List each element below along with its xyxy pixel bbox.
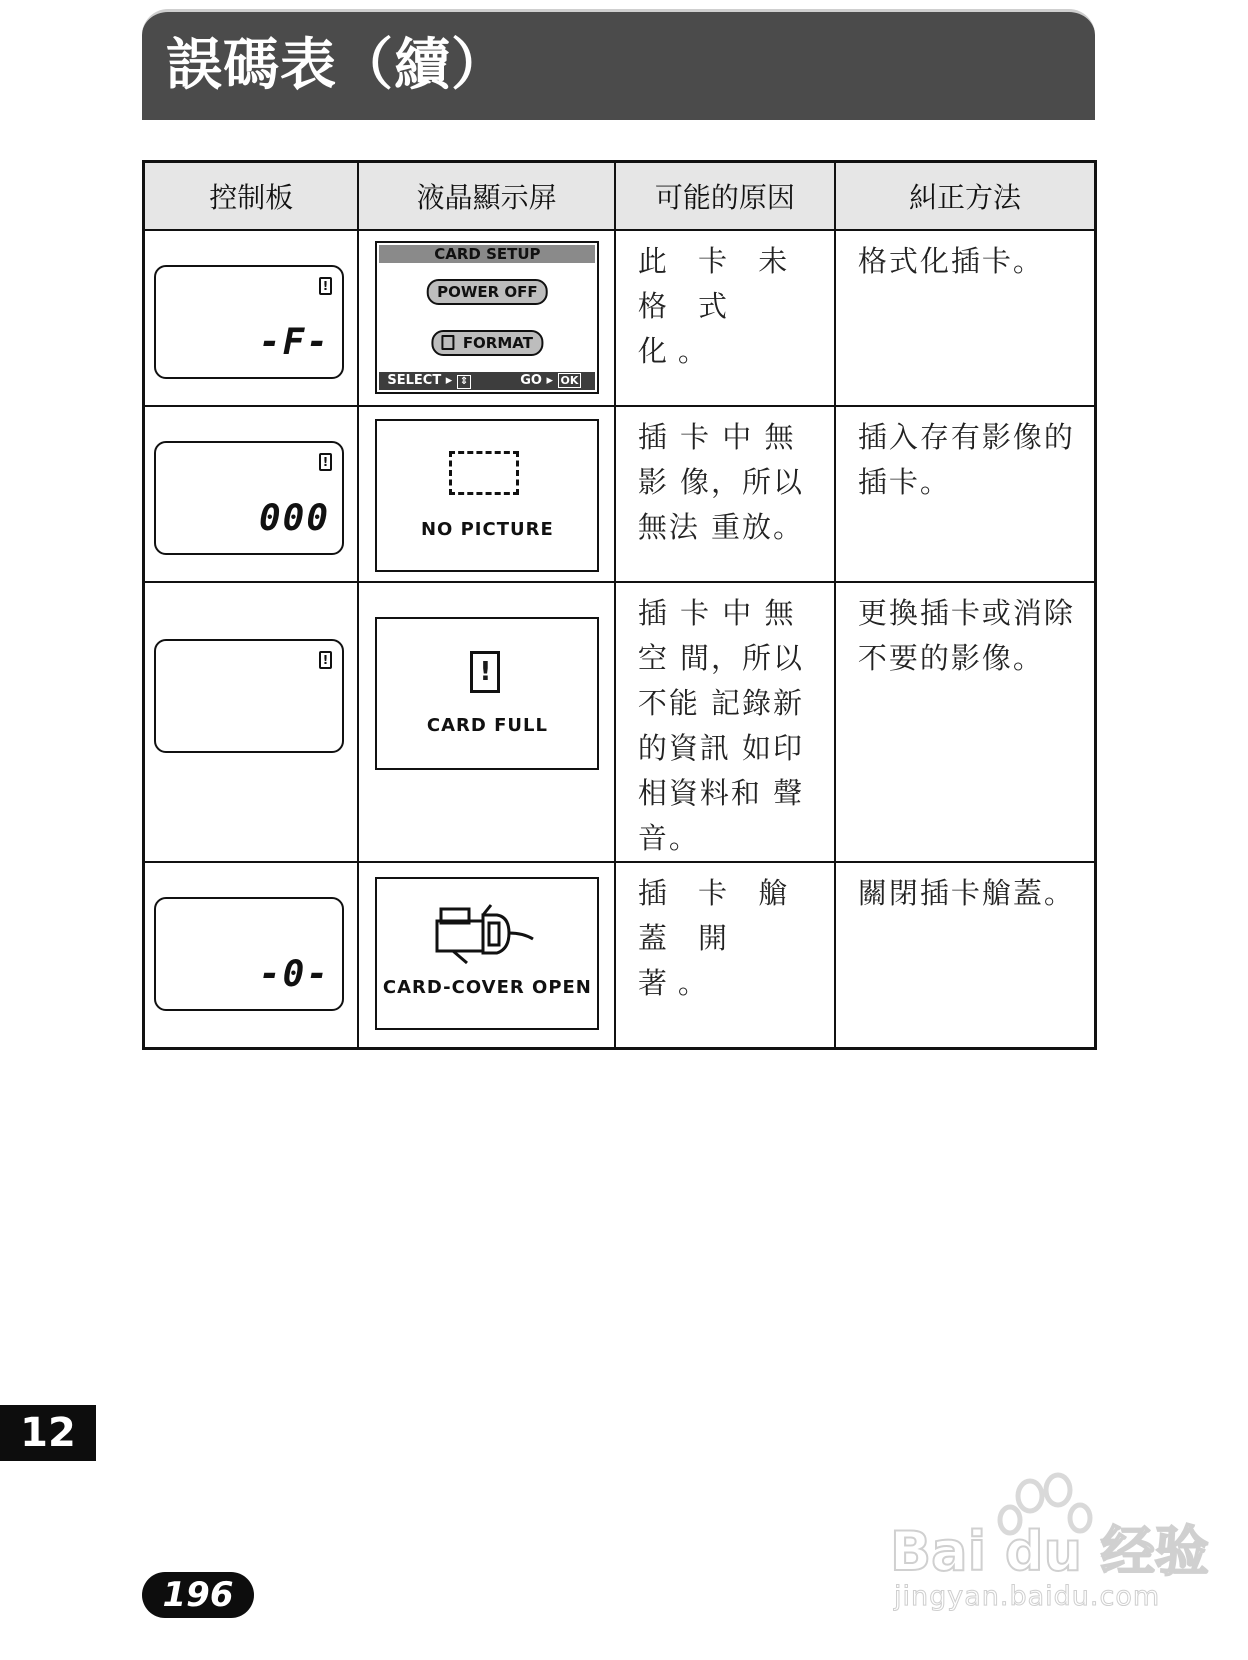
table-row — [144, 582, 1096, 862]
ok-button-icon: OK — [558, 373, 582, 388]
error-code-table — [142, 160, 1097, 1050]
select-hint: SELECT ▸ ⇕ — [387, 372, 471, 390]
card-warning-icon: ! — [319, 651, 332, 669]
monitor-screen — [375, 877, 599, 1030]
card-icon — [442, 335, 455, 350]
control-panel-lcd — [154, 441, 344, 555]
menu-title: CARD SETUP — [379, 245, 595, 263]
screen-cell — [358, 582, 614, 862]
go-hint: GO ▸ OK — [520, 372, 581, 390]
panel-cell — [144, 230, 359, 406]
page-number: 196 — [142, 1572, 254, 1618]
cause-cell — [615, 862, 835, 1048]
cause-text: 此 卡 未 格 式 化。 — [637, 244, 799, 368]
remedy-cell — [835, 582, 1096, 862]
control-panel-lcd — [154, 639, 344, 753]
format-option — [432, 330, 543, 356]
remedy-cell — [835, 862, 1096, 1048]
panel-cell — [144, 406, 359, 582]
remedy-text: 關閉插卡艙蓋。 — [857, 876, 1075, 910]
card-warning-icon: ! — [319, 453, 332, 471]
chapter-tab: 12 — [0, 1405, 96, 1461]
remedy-text: 插入存有影像的 插卡。 — [857, 420, 1075, 499]
control-panel-lcd — [154, 265, 344, 379]
camera-card-cover-icon — [433, 903, 537, 965]
table-row — [144, 862, 1096, 1048]
page-title: 誤碼表（續） — [166, 33, 508, 98]
format-option-label: FORMAT — [462, 334, 533, 352]
cause-cell — [615, 230, 835, 406]
control-panel-lcd — [154, 897, 344, 1011]
col-header-control-panel: 控制板 — [144, 162, 359, 231]
panel-cell — [144, 582, 359, 862]
cause-text: 插 卡 中 無 空 間，所以不能 記錄新的資訊 如印相資料和 聲音。 — [637, 596, 805, 855]
watermark-url: jingyan.baidu.com — [894, 1581, 1161, 1612]
card-full-label: CARD FULL — [426, 715, 548, 736]
cause-cell — [615, 582, 835, 862]
col-header-possible-cause: 可能的原因 — [615, 162, 835, 231]
arrow-right-icon: ▸ — [445, 373, 453, 388]
monitor-screen — [375, 419, 599, 572]
up-down-icon: ⇕ — [457, 375, 471, 389]
monitor-screen — [375, 617, 599, 770]
power-off-option: POWER OFF — [427, 279, 548, 305]
cause-cell — [615, 406, 835, 582]
card-warning-icon: ! — [319, 277, 332, 295]
table-row — [144, 406, 1096, 582]
panel-cell — [144, 862, 359, 1048]
arrow-right-icon: ▸ — [546, 373, 553, 388]
table-header-row — [144, 162, 1096, 231]
screen-cell — [358, 862, 614, 1048]
segment-display: -F- — [258, 322, 330, 363]
section-header — [142, 9, 1095, 120]
no-picture-label: NO PICTURE — [420, 519, 554, 540]
cause-text: 插 卡 中 無 影 像，所以無法 重放。 — [637, 420, 805, 544]
table-row — [144, 230, 1096, 406]
remedy-cell — [835, 406, 1096, 582]
monitor-screen — [375, 241, 599, 394]
remedy-text: 格式化插卡。 — [857, 244, 1044, 278]
screen-cell — [358, 230, 614, 406]
cause-text: 插 卡 艙 蓋 開 著。 — [637, 876, 799, 1000]
watermark-brand: Bai du 经验 — [890, 1520, 1209, 1583]
baidu-watermark — [880, 1462, 1209, 1612]
menu-footer — [379, 372, 595, 390]
empty-frame-icon — [449, 451, 519, 495]
col-header-remedy: 糾正方法 — [835, 162, 1096, 231]
screen-cell — [358, 406, 614, 582]
segment-display: 000 — [258, 498, 330, 539]
card-cover-open-label: CARD-COVER OPEN — [382, 977, 592, 998]
remedy-text: 更換插卡或消除 不要的影像。 — [857, 596, 1075, 675]
col-header-lcd-monitor: 液晶顯示屏 — [358, 162, 614, 231]
card-full-icon: ! — [470, 651, 500, 693]
remedy-cell — [835, 230, 1096, 406]
segment-display: -0- — [258, 954, 330, 995]
